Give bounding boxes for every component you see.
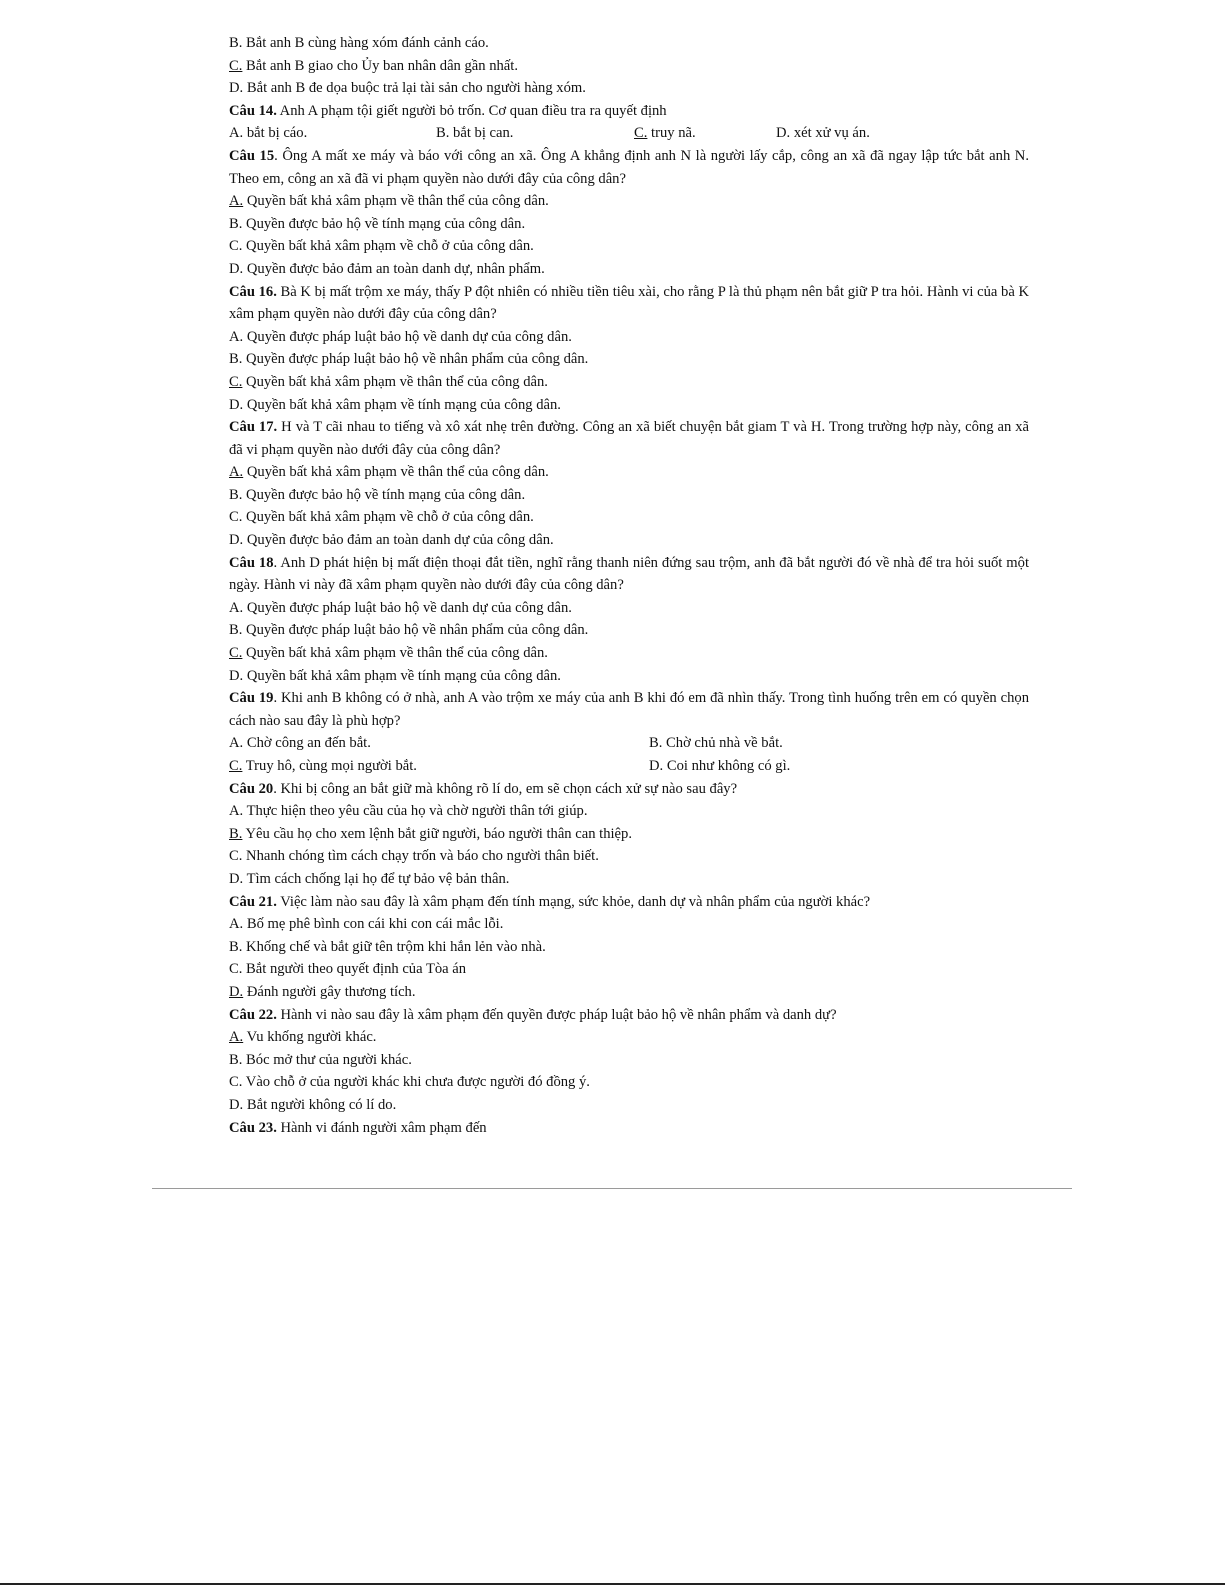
- option-text: Tìm cách chống lại họ để tự bảo vệ bản thân.: [243, 870, 510, 887]
- option-text: Quyền được bảo hộ về tính mạng của công dân.: [242, 486, 526, 503]
- option-text: Thực hiện theo yêu cầu của họ và chờ người thân tới giúp.: [243, 803, 588, 820]
- option-key: C.: [229, 758, 243, 774]
- option-text: Vu khống người khác.: [243, 1029, 377, 1046]
- answer-option: [229, 32, 1029, 55]
- option-text: Vào chỗ ở của người khác khi chưa được người đó đồng ý.: [242, 1074, 590, 1091]
- option-key: B.: [436, 125, 450, 142]
- question-number: Câu 17.: [229, 419, 278, 436]
- option-text: Quyền bất khả xâm phạm về thân thể của công dân.: [243, 193, 549, 210]
- option-key: A.: [229, 125, 244, 142]
- option-text: Bắt anh B giao cho Ủy ban nhân dân gần nhất.: [242, 57, 518, 74]
- answer-option: [229, 348, 1029, 371]
- option-key: C.: [229, 373, 243, 390]
- question-number: Câu 22.: [229, 1006, 277, 1023]
- answer-option: [229, 981, 1029, 1004]
- option-key: C.: [229, 57, 243, 74]
- option-text: Quyền bất khả xâm phạm về tính mạng của công dân.: [243, 667, 561, 684]
- question: [229, 1004, 1029, 1027]
- answer-option: [229, 371, 1029, 394]
- question: [229, 145, 1029, 190]
- answer-options-row: [229, 755, 1029, 778]
- answer-option: [229, 1094, 1029, 1117]
- option-key: A.: [229, 803, 244, 820]
- question-number: Câu 19: [229, 690, 274, 707]
- option-text: Chờ công an đến bắt.: [243, 735, 371, 752]
- option-key: D.: [229, 396, 244, 413]
- answer-option: [229, 529, 1029, 552]
- option-text: Quyền được bảo hộ về tính mạng của công dân.: [242, 215, 526, 232]
- option-text: truy nã.: [647, 125, 696, 142]
- question-text: Hành vi đánh người xâm phạm đến: [276, 1119, 487, 1136]
- option-text: Quyền bất khả xâm phạm về tính mạng của công dân.: [243, 396, 561, 413]
- option-text: Quyền bất khả xâm phạm về chỗ ở của công dân.: [242, 509, 534, 526]
- question-number: Câu 20: [229, 780, 274, 797]
- option-text: Bố mẹ phê bình con cái khi con cái mắc lỗi.: [243, 916, 504, 933]
- answer-option: [229, 597, 1029, 620]
- question: [229, 416, 1029, 461]
- option-key: A.: [229, 599, 244, 616]
- answer-option: [229, 506, 1029, 529]
- question-number: Câu 21.: [229, 893, 277, 910]
- answer-option: [229, 665, 1029, 688]
- option-key: D.: [229, 983, 244, 1000]
- option-text: bắt bị can.: [449, 125, 514, 142]
- answer-option: [649, 755, 790, 778]
- option-key: C.: [229, 961, 243, 978]
- question: [229, 100, 1029, 123]
- option-text: Quyền được bảo đảm an toàn danh dự của công dân.: [243, 532, 554, 549]
- option-text: Đánh người gây thương tích.: [243, 983, 416, 1000]
- answer-option: [229, 213, 1029, 236]
- option-key: C.: [229, 645, 243, 662]
- option-text: xét xử vụ án.: [790, 125, 870, 142]
- option-key: D.: [229, 667, 244, 684]
- option-key: D.: [776, 125, 791, 142]
- option-text: Bắt người theo quyết định của Tòa án: [242, 961, 467, 978]
- option-key: A.: [229, 916, 244, 933]
- answer-option: [229, 190, 1029, 213]
- option-key: A.: [229, 464, 244, 481]
- option-key: D.: [229, 260, 244, 277]
- option-text: Quyền được pháp luật bảo hộ về nhân phẩm của công dân.: [242, 351, 589, 368]
- answer-option: [634, 122, 776, 145]
- answer-option: [229, 258, 1029, 281]
- question-number: Câu 16.: [229, 283, 277, 300]
- answer-option: [229, 913, 1029, 936]
- answer-option: [649, 732, 783, 755]
- option-key: B.: [229, 622, 243, 639]
- option-key: B.: [229, 486, 243, 503]
- answer-option: [229, 461, 1029, 484]
- option-text: Khống chế và bắt giữ tên trộm khi hắn lẻn vào nhà.: [242, 938, 546, 955]
- question: [229, 552, 1029, 597]
- option-key: C.: [229, 1074, 243, 1091]
- question: [229, 778, 1029, 801]
- option-text: Truy hô, cùng mọi người bắt.: [242, 758, 417, 774]
- answer-option: [229, 1049, 1029, 1072]
- answer-option: [229, 642, 1029, 665]
- option-text: Yêu cầu họ cho xem lệnh bắt giữ người, báo người thân can thiệp.: [242, 825, 632, 842]
- option-key: D.: [229, 1096, 244, 1113]
- question: [229, 891, 1029, 914]
- option-key: A.: [229, 328, 244, 345]
- option-text: Bóc mở thư của người khác.: [242, 1051, 412, 1068]
- answer-option: [229, 958, 1029, 981]
- option-text: Quyền được pháp luật bảo hộ về danh dự của công dân.: [243, 599, 572, 616]
- option-key: B.: [229, 825, 243, 842]
- answer-option: [229, 122, 436, 145]
- option-text: Nhanh chóng tìm cách chạy trốn và báo cho người thân biết.: [242, 848, 599, 865]
- question: [229, 1117, 1029, 1140]
- option-text: Bắt người không có lí do.: [243, 1096, 397, 1113]
- answer-option: [229, 77, 1029, 100]
- answer-option: [229, 755, 649, 778]
- answer-option: [229, 326, 1029, 349]
- option-text: Chờ chủ nhà về bắt.: [662, 735, 783, 752]
- option-key: B.: [229, 351, 243, 368]
- question-text: Hành vi nào sau đây là xâm phạm đến quyền được pháp luật bảo hộ về nhân phẩm và danh dự?: [276, 1006, 837, 1023]
- answer-option: [229, 868, 1029, 891]
- option-text: Quyền bất khả xâm phạm về thân thể của công dân.: [242, 645, 548, 662]
- option-text: bắt bị cáo.: [243, 125, 308, 142]
- answer-option: [229, 936, 1029, 959]
- option-text: Coi như không có gì.: [663, 758, 791, 774]
- option-text: Quyền bất khả xâm phạm về thân thể của công dân.: [242, 373, 548, 390]
- question-number: Câu 23.: [229, 1119, 277, 1136]
- option-key: D.: [229, 80, 244, 97]
- answer-option: [229, 732, 649, 755]
- answer-option: [229, 823, 1029, 846]
- question-text: Bà K bị mất trộm xe máy, thấy P đột nhiên có nhiều tiền tiêu xài, cho rằng P là thủ phạm nên bắt giữ P tra hỏi. Hành vi của bà K xâm phạm quyền nào dưới đây của công dân?: [229, 283, 1030, 323]
- answer-option: [229, 1071, 1029, 1094]
- answer-option: [229, 484, 1029, 507]
- question-text: . Khi bị công an bắt giữ mà không rõ lí do, em sẽ chọn cách xử sự nào sau đây?: [273, 780, 738, 797]
- option-key: A.: [229, 193, 244, 210]
- option-text: Quyền bất khả xâm phạm về chỗ ở của công dân.: [242, 238, 534, 255]
- question-number: Câu 18: [229, 554, 274, 571]
- option-key: B.: [649, 735, 663, 752]
- option-key: D.: [229, 870, 244, 887]
- question-number: Câu 14.: [229, 102, 277, 119]
- answer-option: [229, 800, 1029, 823]
- answer-options-row: [229, 732, 1029, 755]
- question-text: . Anh D phát hiện bị mất điện thoại đắt tiền, nghĩ rằng thanh niên đứng sau trộm, anh đã bắt người đó về nhà để tra hỏi suốt một ngày. Hành vi này đã xâm phạm quyền nào dưới đây của công dân?: [229, 554, 1029, 594]
- option-text: Bắt anh B cùng hàng xóm đánh cảnh cáo.: [242, 35, 489, 51]
- option-key: A.: [229, 735, 244, 752]
- option-key: C.: [634, 125, 648, 142]
- option-text: Quyền được pháp luật bảo hộ về danh dự của công dân.: [243, 328, 572, 345]
- option-text: Quyền được pháp luật bảo hộ về nhân phẩm của công dân.: [242, 622, 589, 639]
- option-key: B.: [229, 1051, 243, 1068]
- question-text: . Khi anh B không có ở nhà, anh A vào trộm xe máy của anh B khi đó em đã nhìn thấy. Trong tình huống trên em có quyền chọn cách nào sau đây là phù hợp?: [229, 690, 1029, 729]
- option-key: C.: [229, 238, 243, 255]
- option-key: A.: [229, 1029, 244, 1046]
- question-text: H và T cãi nhau to tiếng và xô xát nhẹ trên đường. Công an xã biết chuyện bắt giam T và H. Trong trường hợp này, công an xã đã vi phạm quyền nào dưới đây của công dân?: [229, 419, 1030, 458]
- answer-option: [436, 122, 634, 145]
- option-key: B.: [229, 938, 243, 955]
- answer-option: [229, 235, 1029, 258]
- question-text: Anh A phạm tội giết người bỏ trốn. Cơ quan điều tra ra quyết định: [276, 102, 667, 119]
- page-divider: [152, 1188, 1072, 1189]
- question-text: Việc làm nào sau đây là xâm phạm đến tính mạng, sức khỏe, danh dự và nhân phẩm của người khác?: [276, 893, 871, 910]
- option-text: Quyền được bảo đảm an toàn danh dự, nhân phẩm.: [243, 260, 545, 277]
- option-key: B.: [229, 35, 243, 51]
- answer-option: [229, 1026, 1029, 1049]
- question-text: . Ông A mất xe máy và báo với công an xã. Ông A khẳng định anh N là người lấy cắp, công an xã đã ngay lập tức bắt anh N. Theo em, công an xã đã vi phạm quyền nào dưới đây của công dân?: [229, 147, 1029, 187]
- question: [229, 687, 1029, 732]
- answer-option: [776, 122, 870, 145]
- option-key: D.: [229, 532, 244, 549]
- question: [229, 281, 1029, 326]
- option-key: D.: [649, 758, 664, 774]
- answer-option: [229, 619, 1029, 642]
- option-text: Bắt anh B đe dọa buộc trả lại tài sản cho người hàng xóm.: [243, 80, 586, 97]
- answer-option: [229, 845, 1029, 868]
- answer-option: [229, 394, 1029, 417]
- option-text: Quyền bất khả xâm phạm về thân thể của công dân.: [243, 464, 549, 481]
- question-number: Câu 15: [229, 147, 275, 164]
- option-key: C.: [229, 509, 243, 526]
- document-body: [229, 32, 1029, 1139]
- answer-option: [229, 55, 1029, 78]
- answer-options-row: [229, 122, 1029, 145]
- option-key: C.: [229, 848, 243, 865]
- option-key: B.: [229, 215, 243, 232]
